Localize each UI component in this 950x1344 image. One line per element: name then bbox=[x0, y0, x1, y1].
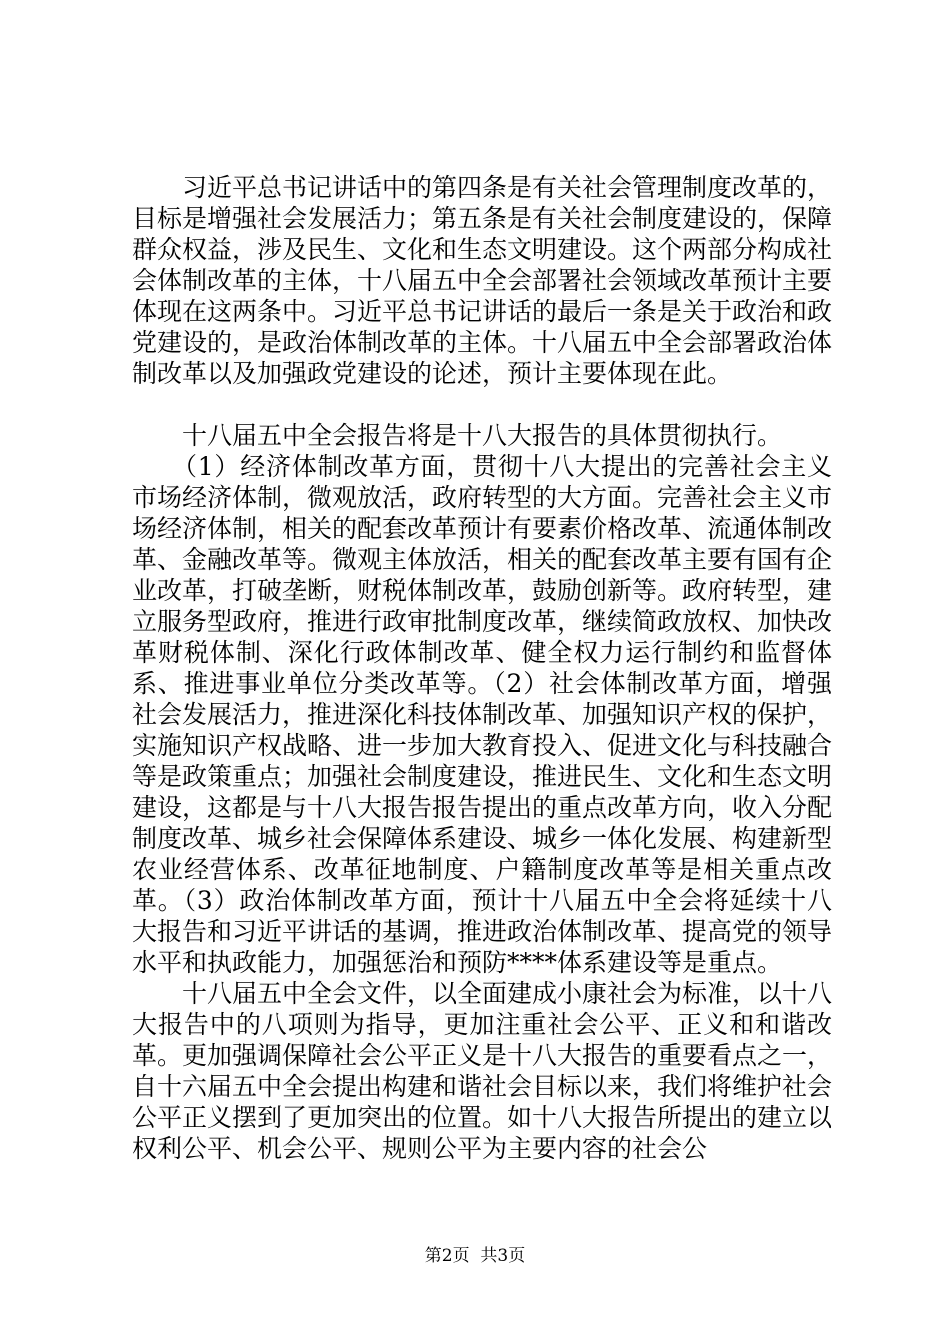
footer-spacer bbox=[470, 1246, 481, 1266]
page-number: 第2页 bbox=[424, 1246, 470, 1266]
page-total: 共3页 bbox=[480, 1246, 526, 1266]
paragraph-4: 十八届五中全会文件，以全面建成小康社会为标准，以十八大报告中的八项则为指导，更加注重社会公平、正义和和谐改革。更加强调保障社会公平正义是十八大报告的重要看点之一，自十六届五中全会提出构建和谐社会目标以来，我们将维护社会公平正义摆到了更加突出的位置。如十八大报告所提出的建立以权利公平、机会公平、规则公平为主要内容的社会公 bbox=[132, 979, 833, 1163]
paragraph-1: 习近平总书记讲话中的第四条是有关社会管理制度改革的，目标是增强社会发展活力；第五条是有关社会制度建设的，保障群众权益，涉及民生、文化和生态文明建设。这个两部分构成社会体制改革的主体，十八届五中全会部署社会领域改革预计主要体现在这两条中。习近平总书记讲话的最后一条是关于政治和政党建设的，是政治体制改革的主体。十八届五中全会部署政治体制改革以及加强政党建设的论述，预计主要体现在此。 bbox=[132, 173, 833, 388]
page-footer bbox=[0, 1245, 950, 1267]
paragraph-2: 十八届五中全会报告将是十八大报告的具体贯彻执行。 bbox=[182, 421, 783, 450]
document-body bbox=[132, 172, 832, 1164]
paragraph-3: （1）经济体制改革方面，贯彻十八大提出的完善社会主义市场经济体制，微观放活，政府转型的大方面。完善社会主义市场经济体制，相关的配套改革预计有要素价格改革、流通体制改革、金融改革等。微观主体放活，相关的配套改革主要有国有企业改革，打破垄断，财税体制改革，鼓励创新等。政府转型，建立服务型政府，推进行政审批制度改革，继续简政放权、加快改革财税体制、深化行政体制改革、健全权力运行制约和监督体系、推进事业单位分类改革等。（2）社会体制改革方面，增强社会发展活力，推进深化科技体制改革、加强知识产权的保护，实施知识产权战略、进一步加大教育投入、促进文化与科技融合等是政策重点；加强社会制度建设，推进民生、文化和生态文明建设，这都是与十八大报告报告提出的重点改革方向，收入分配制度改革、城乡社会保障体系建设、城乡一体化发展、构建新型农业经营体系、改革征地制度、户籍制度改革等是相关重点改革。（3）政治体制改革方面，预计十八届五中全会将延续十八大报告和习近平讲话的基调，推进政治体制改革、提高党的领导水平和执政能力，加强惩治和预防****体系建设等是重点。 bbox=[132, 452, 833, 977]
